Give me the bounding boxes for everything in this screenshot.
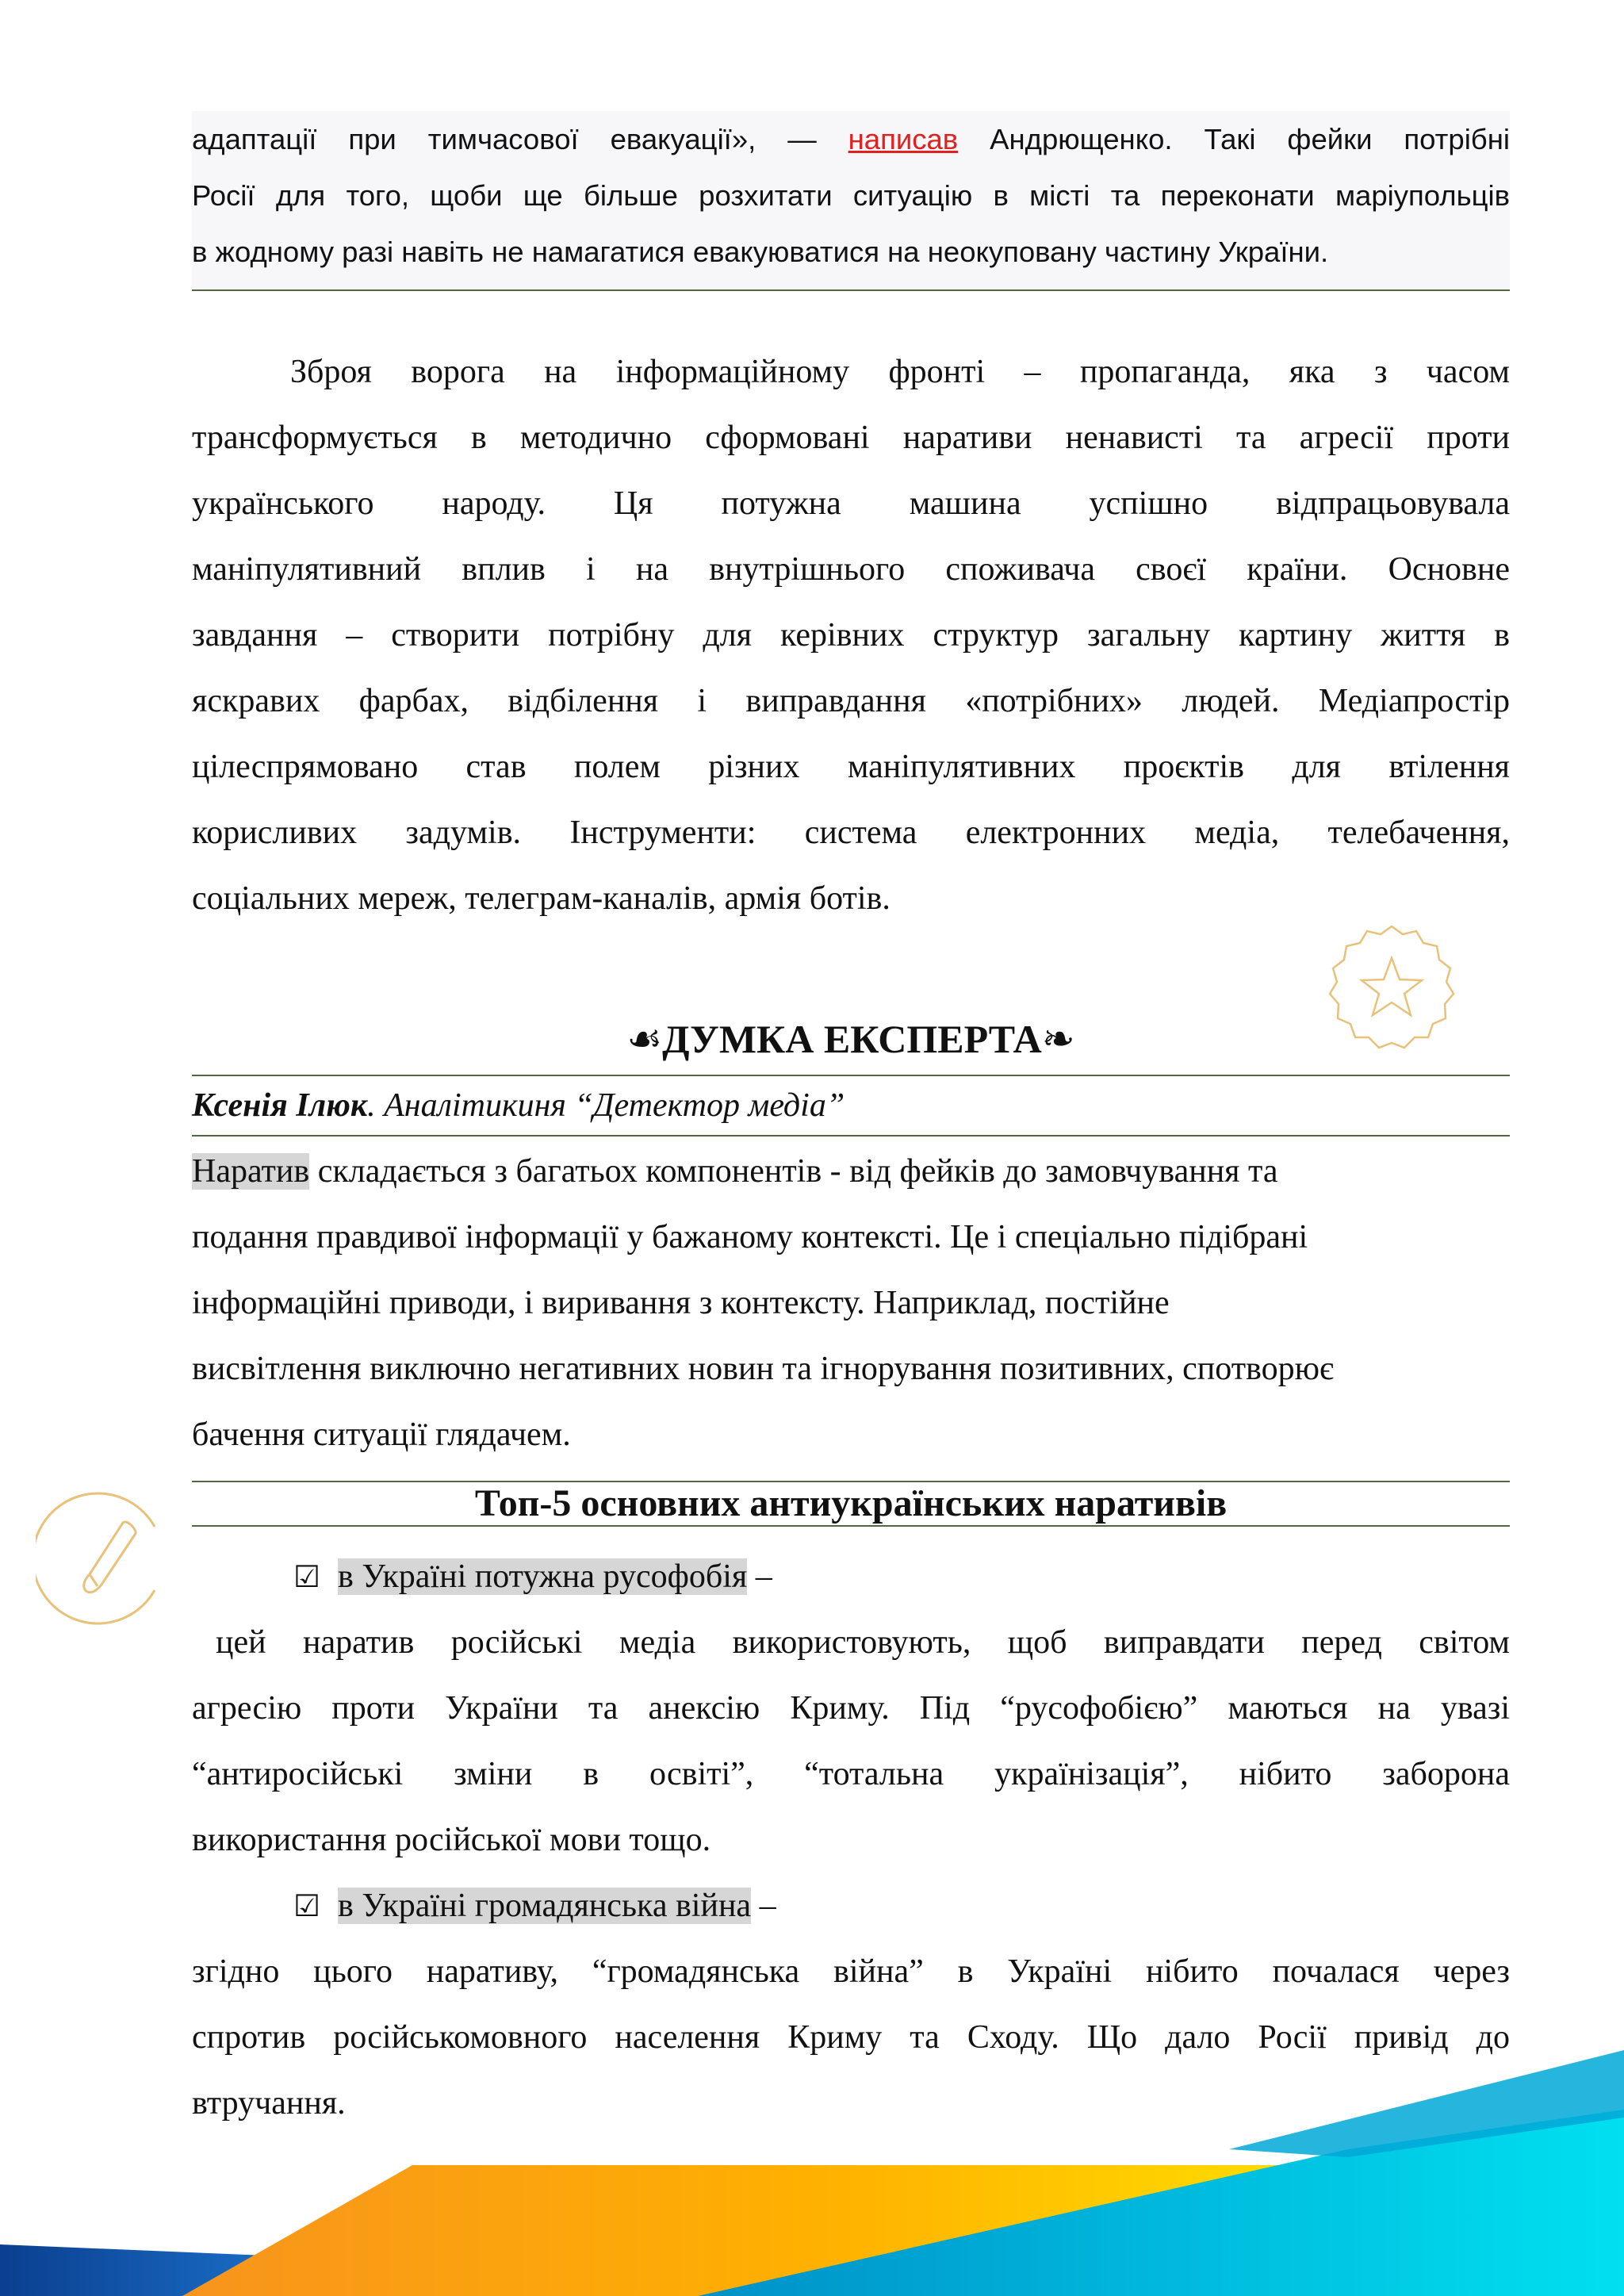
description-line: агресію проти України та анексію Криму. Під “русофобією” маються на увазі bbox=[192, 1690, 1510, 1727]
paragraph-line: соціальних мереж, телеграм-каналів, армія ботів. bbox=[192, 880, 891, 917]
expert-line: бачення ситуації глядачем. bbox=[192, 1416, 571, 1453]
description-line: втручання. bbox=[192, 2085, 346, 2122]
checkbox-icon: ☑ bbox=[293, 1888, 321, 1923]
paragraph-line: корисливих задумів. Інструменти: система електронних медіа, телебачення, bbox=[192, 815, 1510, 851]
body-paragraph bbox=[192, 339, 1510, 932]
top5-heading: Топ-5 основних антиукраїнських наративів bbox=[192, 1481, 1510, 1527]
description-line: використання російської мови тощо. bbox=[192, 1822, 711, 1858]
quote-line bbox=[192, 111, 1510, 167]
expert-line: висвітлення виключно негативних новин та ігнорування позитивних, спотворює bbox=[192, 1351, 1334, 1387]
expert-heading-text: ДУМКА ЕКСПЕРТА bbox=[662, 1017, 1042, 1061]
narrative-description bbox=[192, 1610, 1510, 1873]
quote-box bbox=[192, 111, 1510, 291]
narrative-item-title bbox=[293, 1544, 772, 1610]
paragraph-line: цілеспрямовано став полем різних маніпулятивних проєктів для втілення bbox=[192, 749, 1510, 785]
ornament-left-icon: ☙ bbox=[626, 1017, 663, 1061]
narrative-title: в Україні потужна русофобія bbox=[338, 1558, 748, 1595]
paragraph-line: маніпулятивний вплив і на внутрішнього споживача своєї країни. Основне bbox=[192, 551, 1510, 588]
title-dash: – bbox=[751, 1888, 776, 1924]
check-stamp-icon bbox=[36, 1487, 182, 1634]
paragraph-line: яскравих фарбах, відбілення і виправдання «потрібних» людей. Медіапростір bbox=[192, 683, 1510, 719]
title-dash: – bbox=[747, 1558, 772, 1595]
expert-heading bbox=[192, 1003, 1510, 1076]
narrative-item-title bbox=[293, 1873, 776, 1939]
expert-name: Ксенія Ілюк bbox=[192, 1087, 368, 1124]
expert-line-text: складається з багатьох компонентів - від фейків до замовчування та bbox=[309, 1153, 1278, 1190]
paragraph-line: завдання – створити потрібну для керівних структур загальну картину життя в bbox=[192, 617, 1510, 654]
ornament-right-icon: ❧ bbox=[1041, 1017, 1075, 1061]
description-line: згідно цього наративу, “громадянська війна” в Україні нібито почалася через bbox=[192, 1953, 1510, 1990]
expert-line bbox=[192, 1139, 1510, 1205]
quote-line: Росії для того, щоби ще більше розхитати ситуацію в місті та переконати маріупольців bbox=[192, 179, 1510, 212]
paragraph-line: трансформується в методично сформовані наративи ненависті та агресії проти bbox=[192, 420, 1510, 456]
description-line: спротив російськомовного населення Криму та Сходу. Що дало Росії привід до bbox=[192, 2019, 1510, 2056]
expert-line: подання правдивої інформації у бажаному контексті. Це і спеціально підібрані bbox=[192, 1219, 1308, 1255]
highlighted-term: Наратив bbox=[192, 1153, 310, 1190]
quote-line: в жодному разі навіть не намагатися евакуюватися на неокуповану частину України. bbox=[192, 236, 1329, 268]
expert-line: інформаційні приводи, і виривання з контексту. Наприклад, постійне bbox=[192, 1285, 1170, 1321]
paragraph-line: Зброя ворога на інформаційному фронті – пропаганда, яка з часом bbox=[290, 354, 1510, 390]
expert-quote bbox=[192, 1139, 1510, 1468]
expert-role: . Аналітикиня “Детектор медіа” bbox=[367, 1087, 845, 1124]
quote-line1-end: Андрющенко. Такі фейки потрібні bbox=[990, 123, 1510, 155]
quote-text bbox=[192, 111, 1510, 280]
banner-decoration bbox=[0, 2030, 1624, 2296]
description-line: цей наратив російські медіа використовують, щоб виправдати перед світом bbox=[216, 1624, 1510, 1661]
source-link[interactable]: написав bbox=[848, 123, 959, 155]
checkbox-icon: ☑ bbox=[293, 1559, 321, 1594]
narrative-title: в Україні громадянська війна bbox=[338, 1888, 752, 1924]
quote-line1-start: адаптації при тимчасової евакуації», — bbox=[192, 123, 817, 155]
expert-byline bbox=[192, 1076, 1510, 1137]
description-line: “антиросійські зміни в освіті”, “тотальна українізація”, нібито заборона bbox=[192, 1756, 1510, 1792]
paragraph-line: українського народу. Ця потужна машина успішно відпрацьовувала bbox=[192, 485, 1510, 522]
